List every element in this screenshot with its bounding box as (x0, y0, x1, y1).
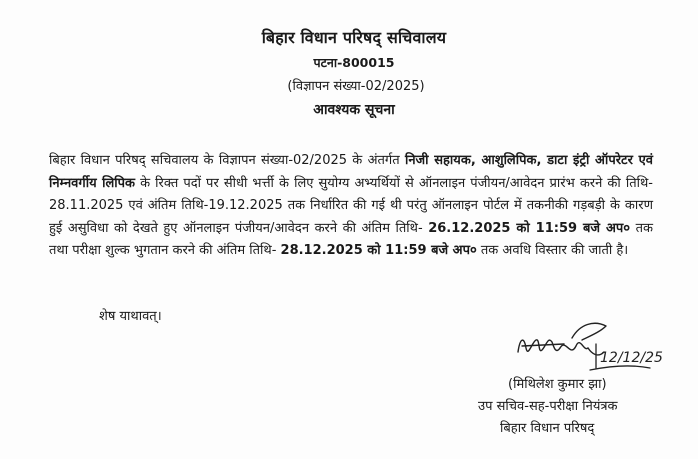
posts-list: निजी सहायक, आशुलिपिक, डाटा इंट्री ऑपरेटर एवं निम्नवर्गीय लिपिक (49, 153, 653, 191)
city-pin: पटना-800015 (313, 55, 395, 70)
notice-body (49, 150, 653, 263)
signatory-name: (मिथिलेश कुमार झा) (508, 377, 607, 392)
handwritten-signature (510, 318, 680, 376)
closing-remark: शेष याथावत्। (99, 309, 162, 324)
signature-date: 12/12/25 (600, 350, 663, 366)
fee-payment-deadline: 28.12.2025 को 11:59 बजे अप० (280, 243, 477, 258)
body-part-1: बिहार विधान परिषद् सचिवालय के विज्ञापन संख्या-02/2025 के अंतर्गत (49, 153, 405, 168)
notice-title: आवश्यक सूचना (313, 102, 395, 118)
notice-header (0, 26, 698, 119)
advertisement-number: (विज्ञापन संख्या-02/2025) (287, 79, 425, 94)
signatory-office: बिहार विधान परिषद् (500, 421, 595, 436)
body-part-4: तक अवधि विस्तार की जाती है। (476, 243, 629, 258)
signatory-designation: उप सचिव-सह-परीक्षा नियंत्रक (478, 399, 618, 414)
registration-deadline: 26.12.2025 को 11:59 बजे अप० (428, 220, 631, 236)
body-part-2: के रिक्त पदों पर सीधी भर्त्ती के लिए सुयोग्य अभ्यर्थियों से ऑनलाइन पंजीयन/आवेदन प्रारंभ करने की तिथि- 28.11.2025 एवं अंतिम तिथि-19.12.2025 तक निर्धारित की गई थी परंतु ऑनलाइन पोर्टल में तकनीकी गड़बड़ी के कारण हुई असुविधा को देखते हुए ऑनलाइन पंजीयन/आवेदन करने की अंतिम तिथि- (49, 175, 653, 236)
signatory-block (478, 374, 688, 440)
body-part-3: तक तथा परीक्षा शुल्क भुगतान करने की अंतिम तिथि- (49, 220, 653, 258)
org-title: बिहार विधान परिषद् सचिवालय (261, 28, 447, 47)
